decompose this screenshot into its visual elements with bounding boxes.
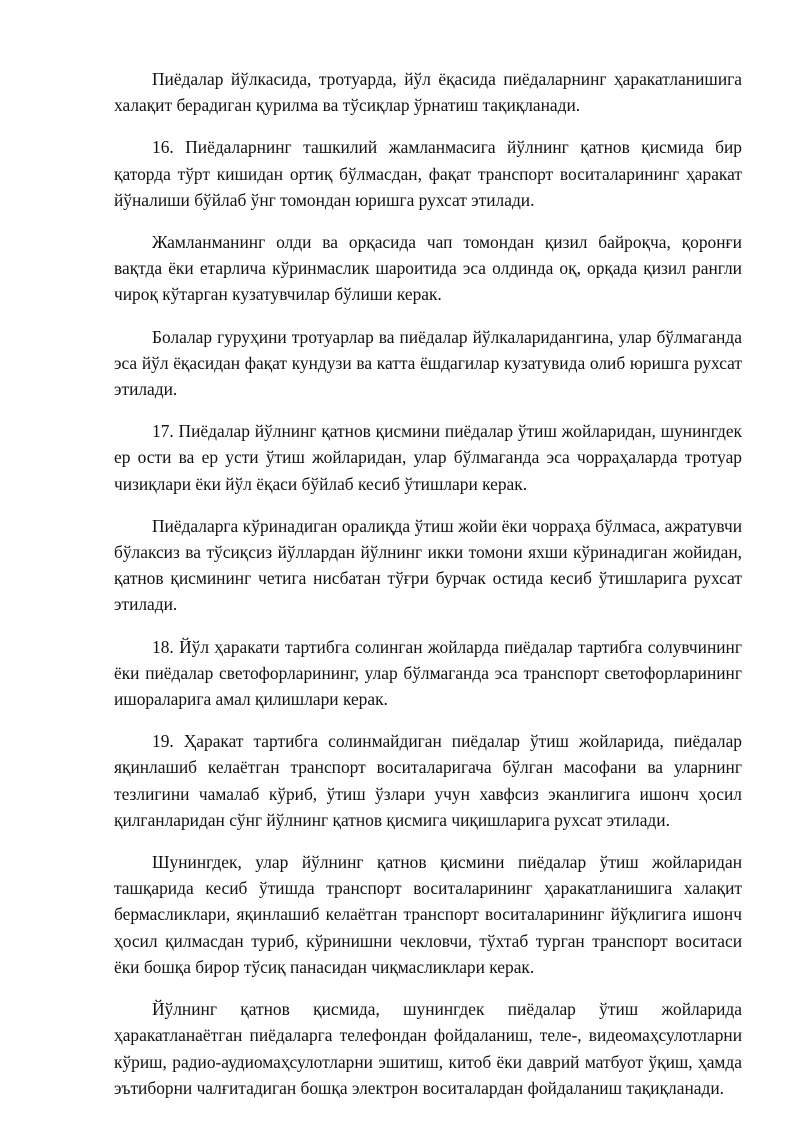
paragraph-18: 18. Йўл ҳаракати тартибга солинган жойларда пиёдалар тартибга солувчининг ёки пиёдалар светофорларининг, улар бўлмаганда эса транспорт светофорларининг ишораларига амал қилишлари керак. [114, 636, 742, 710]
document-page [114, 66, 742, 1117]
paragraph-crossing-no-junction: Пиёдаларга кўринадиган оралиқда ўтиш жойи ёки чорраҳа бўлмаса, ажратувчи бўлаксиз ва тўсиқсиз йўллардан йўлнинг икки томони яхши кўринадиган жойидан, қатнов қисмининг четига нисбатан тўғри бурчак остида кесиб ўтишларига рухсат этилади. [114, 515, 742, 615]
paragraph-group-escorts: Жамланманинг олди ва орқасида чап томондан қизил байроқча, қоронғи вақтда ёки етарлича кўринмаслик шароитида эса олдинда оқ, орқада қизил рангли чироқ кўтарган кузатувчилар бўлиши керак. [114, 232, 742, 305]
paragraph-obstacles-ban: Пиёдалар йўлкасида, тротуарда, йўл ёқасида пиёдаларнинг ҳаракатланишига халақит берадиган қурилма ва тўсиқлар ўрнатиш тақиқланади. [114, 69, 742, 116]
paragraph-17: 17. Пиёдалар йўлнинг қатнов қисмини пиёдалар ўтиш жойларидан, шунингдек ер ости ва ер усти ўтиш жойларидан, улар бўлмаганда эса чорраҳаларда тротуар чизиқлари ёки йўл ёқаси бўйлаб кесиб ўтишлари керак. [114, 421, 742, 494]
paragraph-crossing-outside: Шунингдек, улар йўлнинг қатнов қисмини пиёдалар ўтиш жойларидан ташқарида кесиб ўтишда транспорт воситаларининг ҳаракатланишига халақит бермасликлари, яқинлашиб келаётган транспорт воситаларининг йўқлигига ишонч ҳосил қилмасдан туриб, кўринишни чекловчи, тўхтаб турган транспорт воситаси ёки бошқа бирор тўсиқ панасидан чиқмасликлари керак. [114, 852, 742, 977]
paragraph-devices-ban: Йўлнинг қатнов қисмида, шунингдек пиёдалар ўтиш жойларида ҳаракатланаётган пиёдаларга телефондан фойдаланиш, теле-, видеомаҳсулотларни кўриш, радио-аудиомаҳсулотларни эшитиш, китоб ёки даврий матбуот ўқиш, ҳамда эътиборни чалғитадиган бошқа электрон воситалардан фойдаланиш тақиқланади. [114, 999, 742, 1098]
paragraph-16: 16. Пиёдаларнинг ташкилий жамланмасига йўлнинг қатнов қисмида бир қаторда тўрт кишидан ортиқ бўлмасдан, фақат транспорт воситаларининг ҳаракат йўналиши бўйлаб ўнг томондан юришга рухсат этилади. [114, 137, 742, 210]
paragraph-children-groups: Болалар гуруҳини тротуарлар ва пиёдалар йўлкаларидангина, улар бўлмаганда эса йўл ёқасидан фақат кундузи ва катта ёшдагилар кузатувида олиб юришга рухсат этилади. [114, 326, 742, 400]
paragraph-19: 19. Ҳаракат тартибга солинмайдиган пиёдалар ўтиш жойларида, пиёдалар яқинлашиб келаётган транспорт воситаларигача бўлган масофани ва уларнинг тезлигини чамалаб кўриб, ўтиш ўзлари учун хавфсиз эканлигига ишонч ҳосил қилганларидан сўнг йўлнинг қатнов қисмига чиқишларига рухсат этилади. [114, 731, 742, 830]
